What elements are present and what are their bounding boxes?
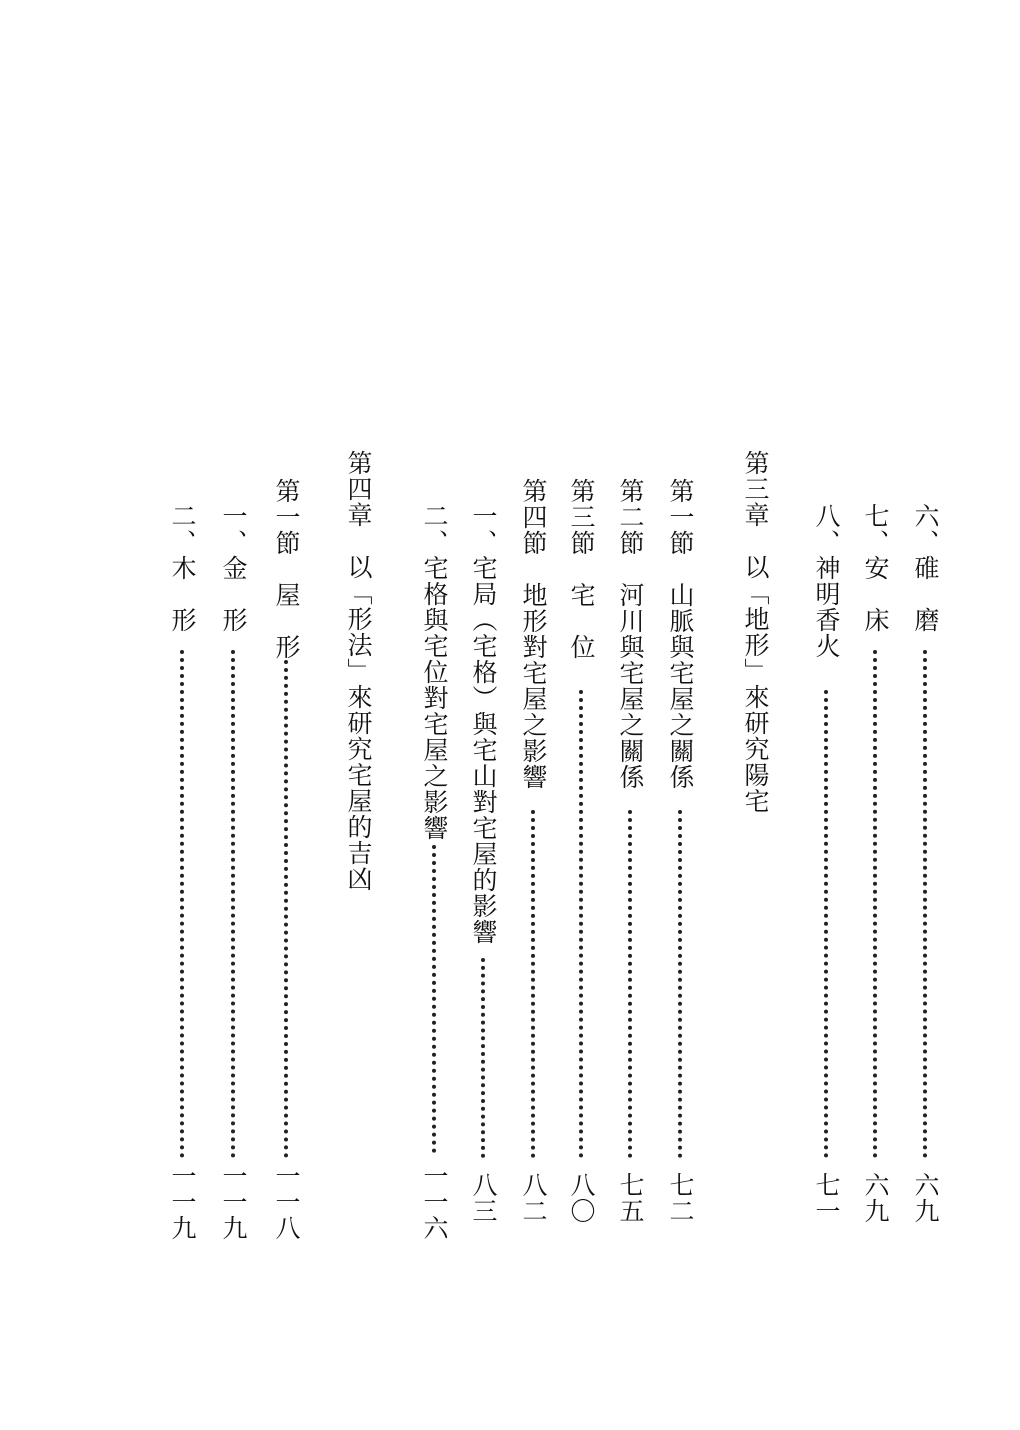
- dot-leader: [678, 810, 686, 1158]
- toc-entry-label: 一、金 形: [219, 503, 248, 633]
- toc-page-number: 八三: [469, 1172, 498, 1224]
- toc-page-number: 七二: [666, 1172, 695, 1224]
- chapter-heading: 第三章 以「地形」來研究陽宅: [741, 450, 770, 814]
- dot-leader: [873, 650, 881, 1158]
- dot-leader: [231, 650, 239, 1158]
- dot-leader: [923, 650, 931, 1158]
- toc-entry-label: 第一節 屋 形: [272, 478, 301, 660]
- dot-leader: [432, 845, 440, 1153]
- dot-leader: [579, 690, 587, 1158]
- toc-entry-label: 第三節 宅 位: [567, 478, 596, 660]
- toc-page-number: 七五: [616, 1172, 645, 1224]
- toc-entry-label: 第二節 河川與宅屋之關係: [616, 478, 645, 790]
- toc-entry-label: 七、安 床: [861, 503, 890, 633]
- dot-leader: [180, 650, 188, 1158]
- toc-page-number: 一一九: [219, 1163, 248, 1241]
- toc-page-number: 七一: [812, 1172, 841, 1224]
- toc-entry-label: 第一節 山脈與宅屋之關係: [666, 478, 695, 790]
- dot-leader: [628, 810, 636, 1158]
- toc-page-number: 六九: [911, 1172, 940, 1224]
- dot-leader: [824, 690, 832, 1158]
- dot-leader: [531, 810, 539, 1158]
- toc-entry-label: 一、宅局（宅格）與宅山對宅屋的影響: [469, 503, 498, 945]
- chapter-heading: 第四章 以「形法」來研究宅屋的吉凶: [344, 450, 373, 892]
- toc-entry-label: 八、神明香火: [812, 503, 841, 659]
- toc-page-number: 八〇: [567, 1172, 596, 1224]
- toc-page-number: 一一九: [168, 1163, 197, 1241]
- toc-entry-label: 第四節 地形對宅屋之影響: [519, 478, 548, 790]
- toc-entry-label: 二、宅格與宅位對宅屋之影響: [420, 503, 449, 841]
- toc-page-number: 六九: [861, 1172, 890, 1224]
- toc-page-number: 一一六: [420, 1163, 449, 1241]
- dot-leader: [481, 958, 489, 1158]
- dot-leader: [284, 660, 292, 1158]
- toc-page-number: 八二: [519, 1172, 548, 1224]
- toc-entry-label: 二、木 形: [168, 503, 197, 633]
- toc-entry-label: 六、碓 磨: [911, 503, 940, 633]
- toc-page-number: 一一八: [272, 1163, 301, 1241]
